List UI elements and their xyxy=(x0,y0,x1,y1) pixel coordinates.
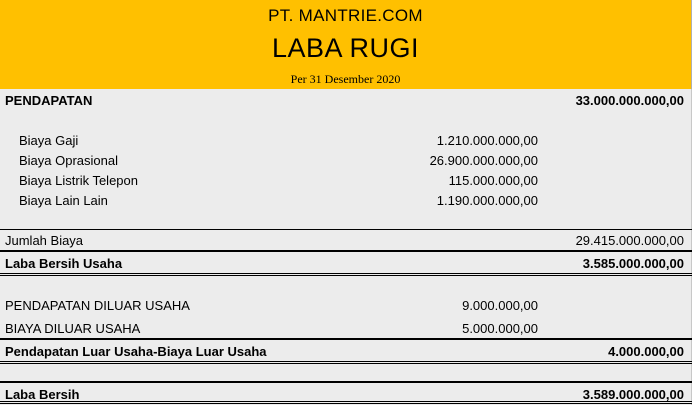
laba-bersih-usaha-value: 3.585.000.000,00 xyxy=(582,256,684,271)
report-title: LABA RUGI xyxy=(271,33,420,63)
biaya-value: 115.000.000,00 xyxy=(448,173,538,188)
biaya-label: Biaya Listrik Telepon xyxy=(19,173,138,188)
biaya-label: Biaya Gaji xyxy=(19,133,79,148)
biaya-row xyxy=(0,150,692,170)
selisih-luar-value: 4.000.000,00 xyxy=(608,344,684,359)
divider xyxy=(0,250,692,252)
biaya-diluar-label: BIAYA DILUAR USAHA xyxy=(5,321,141,336)
selisih-luar-label: Pendapatan Luar Usaha-Biaya Luar Usaha xyxy=(5,344,267,359)
biaya-label: Biaya Lain Lain xyxy=(19,193,108,208)
pendapatan-diluar-value: 9.000.000,00 xyxy=(462,298,538,313)
double-underline xyxy=(0,361,692,364)
report-body xyxy=(0,89,692,405)
biaya-diluar-value: 5.000.000,00 xyxy=(462,321,538,336)
double-underline xyxy=(0,273,692,276)
biaya-value: 26.900.000.000,00 xyxy=(429,153,538,168)
biaya-row xyxy=(0,190,692,210)
company-name: PT. MANTRIE.COM xyxy=(268,6,423,25)
laba-bersih-value: 3.589.000.000,00 xyxy=(582,387,684,402)
pendapatan-value: 33.000.000.000,00 xyxy=(575,93,684,108)
pendapatan-diluar-label: PENDAPATAN DILUAR USAHA xyxy=(5,298,190,313)
jumlah-biaya-value: 29.415.000.000,00 xyxy=(575,233,684,248)
double-underline xyxy=(0,401,692,404)
biaya-label: Biaya Oprasional xyxy=(19,153,118,168)
report-date: Per 31 Desember 2020 xyxy=(290,72,401,86)
laba-bersih-usaha-label: Laba Bersih Usaha xyxy=(5,256,123,271)
biaya-value: 1.210.000.000,00 xyxy=(436,133,538,148)
biaya-value: 1.190.000.000,00 xyxy=(436,193,538,208)
divider xyxy=(0,338,692,340)
pendapatan-diluar-row xyxy=(0,295,692,315)
biaya-diluar-row xyxy=(0,318,692,338)
laba-bersih-usaha-row xyxy=(0,253,692,273)
biaya-row xyxy=(0,130,692,150)
jumlah-biaya-label: Jumlah Biaya xyxy=(5,233,84,248)
selisih-luar-row xyxy=(0,341,692,361)
biaya-row xyxy=(0,170,692,190)
divider xyxy=(0,381,692,383)
pendapatan-label: PENDAPATAN xyxy=(5,93,93,108)
pendapatan-row xyxy=(0,90,692,110)
laba-bersih-label: Laba Bersih xyxy=(5,387,80,402)
report-header xyxy=(0,0,692,89)
jumlah-biaya-row xyxy=(0,230,692,250)
